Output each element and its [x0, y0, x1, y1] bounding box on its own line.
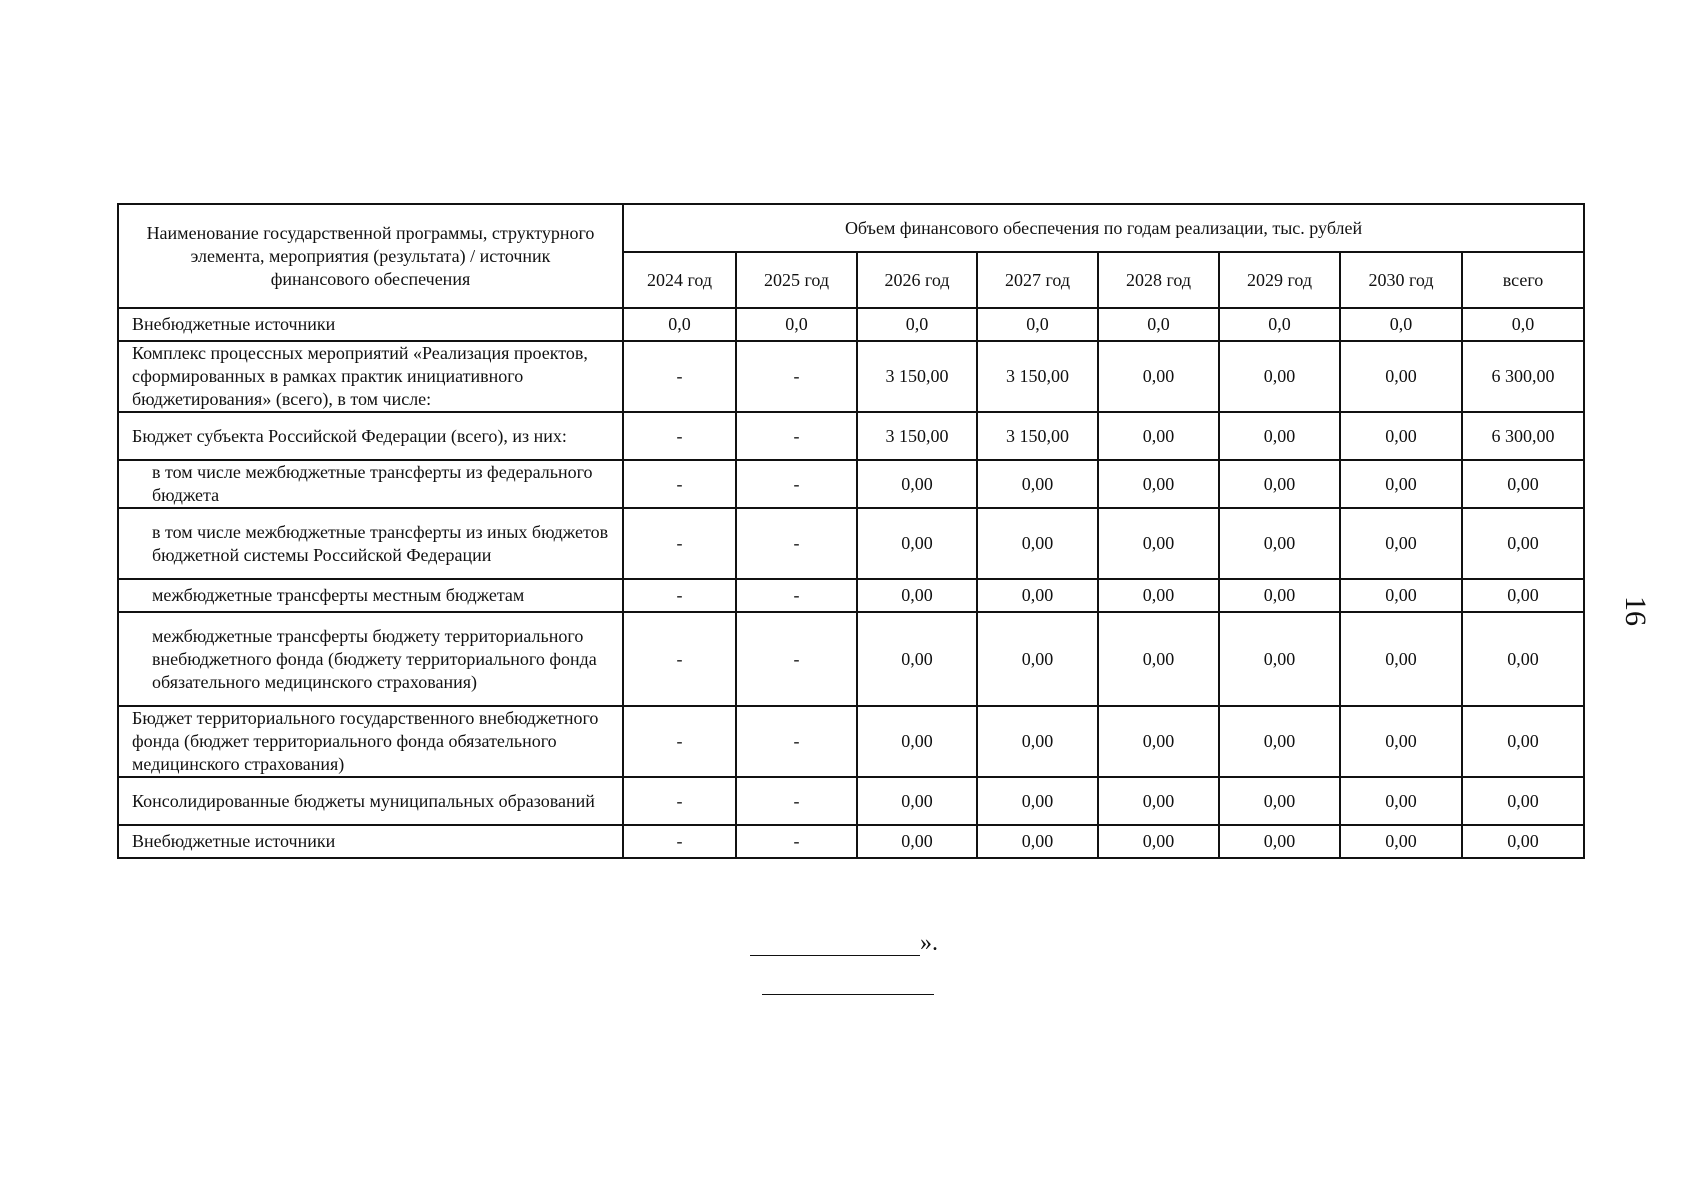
- value-cell: 0,00: [1219, 825, 1340, 858]
- value-cell: 0,00: [857, 706, 977, 777]
- value-cell: 0,00: [1098, 460, 1219, 508]
- value-cell: 0,00: [1462, 706, 1584, 777]
- header-year-cell: 2029 год: [1219, 252, 1340, 308]
- value-cell: 0,00: [857, 508, 977, 579]
- value-cell: 0,0: [1340, 308, 1462, 341]
- value-cell: 0,00: [1462, 777, 1584, 825]
- table-row: [118, 412, 1584, 460]
- value-cell: -: [623, 612, 736, 706]
- value-cell: 0,00: [977, 706, 1098, 777]
- row-name-cell: Внебюджетные источники: [118, 308, 623, 341]
- value-cell: 3 150,00: [977, 341, 1098, 412]
- value-cell: 0,00: [977, 825, 1098, 858]
- value-cell: 0,00: [1219, 460, 1340, 508]
- value-cell: 0,00: [1340, 825, 1462, 858]
- value-cell: -: [736, 460, 857, 508]
- value-cell: 0,00: [1098, 706, 1219, 777]
- value-cell: 0,00: [1219, 612, 1340, 706]
- value-cell: 0,00: [1098, 579, 1219, 612]
- value-cell: 0,0: [736, 308, 857, 341]
- value-cell: -: [623, 777, 736, 825]
- header-year-cell: 2030 год: [1340, 252, 1462, 308]
- value-cell: -: [736, 706, 857, 777]
- row-name-cell: в том числе межбюджетные трансферты из федерального бюджета: [118, 460, 623, 508]
- value-cell: -: [736, 825, 857, 858]
- value-cell: 0,00: [857, 460, 977, 508]
- table-row: [118, 777, 1584, 825]
- value-cell: 0,00: [1340, 579, 1462, 612]
- value-cell: 6 300,00: [1462, 341, 1584, 412]
- row-name-cell: в том числе межбюджетные трансферты из иных бюджетов бюджетной системы Российской Федерации: [118, 508, 623, 579]
- value-cell: 0,0: [857, 308, 977, 341]
- value-cell: 0,00: [1340, 508, 1462, 579]
- row-name-cell: Бюджет территориального государственного внебюджетного фонда (бюджет территориального фонда обязательного медицинского страхования): [118, 706, 623, 777]
- row-name-cell: межбюджетные трансферты бюджету территориального внебюджетного фонда (бюджету территориального фонда обязательного медицинского страхования): [118, 612, 623, 706]
- table-row: [118, 579, 1584, 612]
- header-name-cell: Наименование государственной программы, структурного элемента, мероприятия (результата) / источник финансового обеспечения: [118, 204, 623, 308]
- value-cell: 0,00: [1219, 777, 1340, 825]
- row-name-cell: Бюджет субъекта Российской Федерации (всего), из них:: [118, 412, 623, 460]
- value-cell: 0,00: [977, 612, 1098, 706]
- header-year-cell: 2027 год: [977, 252, 1098, 308]
- value-cell: 3 150,00: [977, 412, 1098, 460]
- header-year-cell: 2025 год: [736, 252, 857, 308]
- value-cell: 0,0: [977, 308, 1098, 341]
- closing-underline: [750, 933, 920, 956]
- table-row: [118, 825, 1584, 858]
- header-year-cell: всего: [1462, 252, 1584, 308]
- row-name-cell: Внебюджетные источники: [118, 825, 623, 858]
- row-name-cell: Комплекс процессных мероприятий «Реализация проектов, сформированных в рамках практик инициативного бюджетирования» (всего), в том числе:: [118, 341, 623, 412]
- value-cell: 0,0: [1219, 308, 1340, 341]
- value-cell: 0,00: [857, 777, 977, 825]
- value-cell: 0,00: [1219, 579, 1340, 612]
- value-cell: 0,0: [1462, 308, 1584, 341]
- row-name-cell: Консолидированные бюджеты муниципальных образований: [118, 777, 623, 825]
- value-cell: -: [736, 412, 857, 460]
- value-cell: 0,00: [1340, 460, 1462, 508]
- header-year-cell: 2028 год: [1098, 252, 1219, 308]
- value-cell: 0,0: [1098, 308, 1219, 341]
- financing-table: [117, 203, 1585, 859]
- value-cell: -: [623, 508, 736, 579]
- value-cell: -: [623, 412, 736, 460]
- value-cell: -: [736, 508, 857, 579]
- table-body: [118, 308, 1584, 858]
- header-year-cell: 2026 год: [857, 252, 977, 308]
- table-row: [118, 706, 1584, 777]
- value-cell: 0,00: [1462, 579, 1584, 612]
- table-row: [118, 308, 1584, 341]
- value-cell: 0,00: [1462, 508, 1584, 579]
- value-cell: 0,00: [1219, 341, 1340, 412]
- value-cell: 0,00: [1098, 412, 1219, 460]
- value-cell: 0,00: [1219, 508, 1340, 579]
- value-cell: 3 150,00: [857, 341, 977, 412]
- table-row: [118, 460, 1584, 508]
- value-cell: 0,00: [1219, 706, 1340, 777]
- value-cell: 0,00: [1340, 777, 1462, 825]
- table-row: [118, 341, 1584, 412]
- row-name-cell: межбюджетные трансферты местным бюджетам: [118, 579, 623, 612]
- value-cell: 0,00: [1462, 612, 1584, 706]
- header-group-cell: Объем финансового обеспечения по годам реализации, тыс. рублей: [623, 204, 1584, 252]
- header-year-cell: 2024 год: [623, 252, 736, 308]
- value-cell: -: [623, 825, 736, 858]
- value-cell: 0,00: [1098, 777, 1219, 825]
- value-cell: 0,00: [1340, 341, 1462, 412]
- value-cell: -: [736, 777, 857, 825]
- value-cell: 0,00: [857, 612, 977, 706]
- value-cell: 0,00: [1098, 825, 1219, 858]
- value-cell: 0,00: [1340, 706, 1462, 777]
- value-cell: 0,00: [977, 460, 1098, 508]
- value-cell: 0,00: [1098, 508, 1219, 579]
- value-cell: 0,00: [857, 825, 977, 858]
- value-cell: -: [736, 341, 857, 412]
- value-cell: -: [623, 706, 736, 777]
- value-cell: 0,00: [1098, 341, 1219, 412]
- page-number: 16: [1619, 596, 1652, 626]
- value-cell: 0,00: [1462, 825, 1584, 858]
- closing-mark: [750, 930, 938, 956]
- value-cell: 0,00: [977, 777, 1098, 825]
- value-cell: 0,00: [977, 508, 1098, 579]
- value-cell: 3 150,00: [857, 412, 977, 460]
- value-cell: 0,0: [623, 308, 736, 341]
- value-cell: -: [736, 612, 857, 706]
- value-cell: 0,00: [977, 579, 1098, 612]
- value-cell: 0,00: [1098, 612, 1219, 706]
- value-cell: 0,00: [1340, 612, 1462, 706]
- end-rule: [762, 994, 934, 995]
- value-cell: 6 300,00: [1462, 412, 1584, 460]
- value-cell: -: [623, 341, 736, 412]
- value-cell: 0,00: [857, 579, 977, 612]
- value-cell: 0,00: [1462, 460, 1584, 508]
- table-header: [118, 204, 1584, 308]
- value-cell: 0,00: [1219, 412, 1340, 460]
- value-cell: -: [736, 579, 857, 612]
- value-cell: 0,00: [1340, 412, 1462, 460]
- value-cell: -: [623, 579, 736, 612]
- table-row: [118, 508, 1584, 579]
- table-row: [118, 612, 1584, 706]
- value-cell: -: [623, 460, 736, 508]
- closing-quote: ».: [920, 930, 938, 956]
